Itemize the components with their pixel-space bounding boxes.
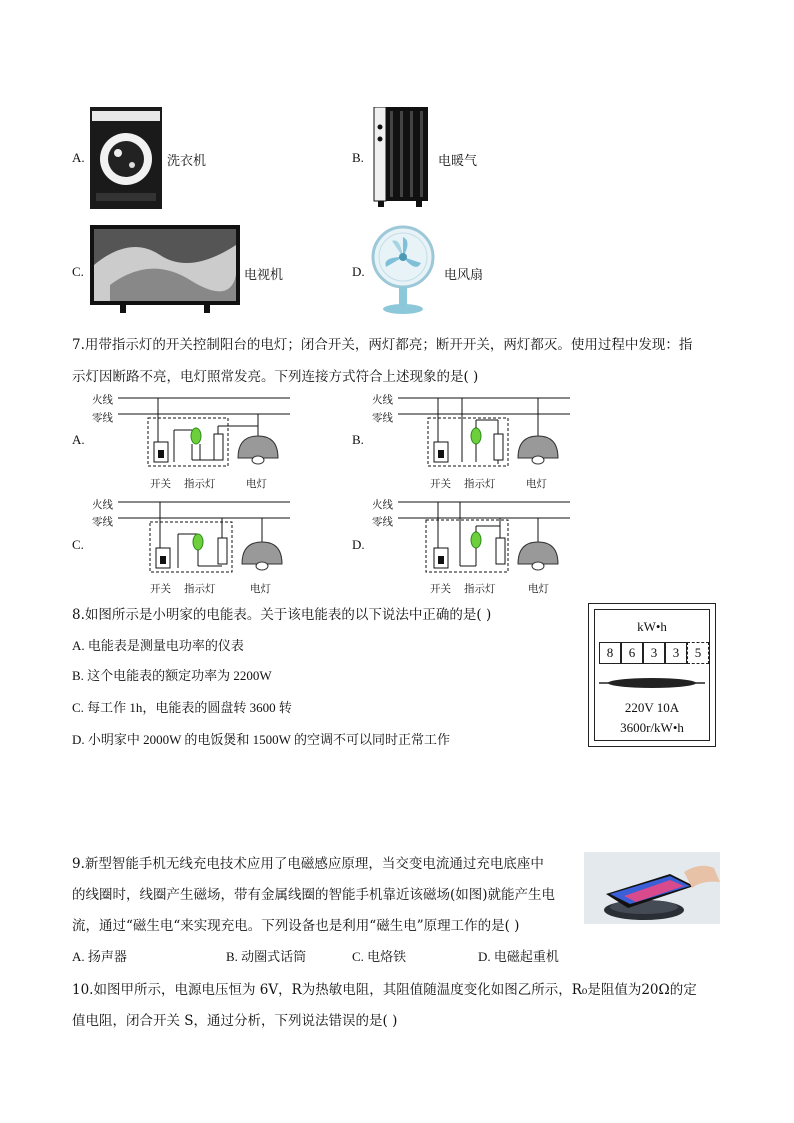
circuit-diagram-b [398, 390, 578, 474]
q8-option-c[interactable]: C. 每工作 1h，电能表的圆盘转 3600 转 [72, 700, 292, 715]
neutral-wire-label: 零线 [372, 516, 393, 528]
lamp-label: 电灯 [528, 583, 549, 595]
lamp-label: 电灯 [246, 478, 267, 490]
indicator-label: 指示灯 [464, 478, 496, 490]
circuit-diagram-d [398, 494, 578, 580]
meter-digits [599, 642, 709, 664]
q8-option-a[interactable]: A. 电能表是测量电功率的仪表 [72, 638, 244, 653]
circuit-diagram-c [118, 494, 298, 580]
meter-digit: 8 [599, 642, 621, 664]
meter-digit: 3 [665, 642, 687, 664]
option-letter: A. [72, 150, 85, 165]
neutral-wire-label: 零线 [92, 516, 113, 528]
option-letter: B. [352, 150, 364, 165]
electric-meter-figure [588, 603, 716, 747]
meter-disc-icon [599, 674, 705, 692]
q9-stem-line-3: 流，通过“磁生电“来实现充电。下列设备也是利用“磁生电”原理工作的是( ) [72, 918, 520, 934]
q9-option-a[interactable]: A. 扬声器 [72, 949, 127, 964]
neutral-wire-label: 零线 [92, 412, 113, 424]
meter-digit: 5 [687, 642, 709, 664]
wireless-charging-phone-image [584, 852, 720, 924]
switch-label: 开关 [150, 583, 171, 595]
meter-digit: 6 [621, 642, 643, 664]
switch-label: 开关 [430, 478, 451, 490]
lamp-label: 电灯 [250, 583, 271, 595]
indicator-label: 指示灯 [464, 583, 496, 595]
option-letter: C. [72, 537, 84, 552]
indicator-label: 指示灯 [184, 478, 216, 490]
electric-fan-image [368, 223, 438, 315]
q7-stem-line-1: 7.用带指示灯的开关控制阳台的电灯；闭合开关，两灯都亮；断开开关，两灯都灭。使用过程中发现：指 [72, 337, 693, 353]
option-label: 电视机 [244, 268, 284, 283]
q9-option-b[interactable]: B. 动圈式话筒 [226, 949, 307, 964]
option-label: 电暖气 [438, 154, 478, 169]
q8-option-b[interactable]: B. 这个电能表的额定功率为 2200W [72, 668, 272, 683]
neutral-wire-label: 零线 [372, 412, 393, 424]
meter-constant: 3600r/kW•h [620, 720, 684, 735]
meter-rating: 220V 10A [624, 700, 680, 715]
q9-option-d[interactable]: D. 电磁起重机 [478, 949, 559, 964]
q8-option-d[interactable]: D. 小明家中 2000W 的电饭煲和 1500W 的空调不可以同时正常工作 [72, 732, 450, 747]
option-letter: C. [72, 264, 84, 279]
meter-digit: 3 [643, 642, 665, 664]
switch-label: 开关 [430, 583, 451, 595]
option-letter: D. [352, 264, 365, 279]
electric-heater-image [370, 107, 432, 209]
q9-stem-line-1: 9.新型智能手机无线充电技术应用了电磁感应原理，当交变电流通过充电底座中 [72, 856, 544, 872]
washing-machine-image [90, 107, 162, 209]
q8-stem: 8.如图所示是小明家的电能表。关于该电能表的以下说法中正确的是( ) [72, 607, 492, 623]
q9-option-c[interactable]: C. 电烙铁 [352, 949, 407, 964]
indicator-label: 指示灯 [184, 583, 216, 595]
lamp-label: 电灯 [526, 478, 547, 490]
meter-unit: kW•h [637, 619, 667, 634]
live-wire-label: 火线 [372, 394, 393, 406]
option-label: 洗衣机 [167, 154, 207, 169]
q10-stem-line-1: 10.如图甲所示，电源电压恒为 6V，R为热敏电阻，其阻值随温度变化如图乙所示，R₀是阻值为20Ω的定 [72, 982, 697, 998]
switch-label: 开关 [150, 478, 171, 490]
option-label: 电风扇 [444, 268, 484, 283]
option-letter: A. [72, 432, 85, 447]
option-letter: D. [352, 537, 365, 552]
circuit-diagram-a [118, 390, 298, 474]
option-letter: B. [352, 432, 364, 447]
q7-stem-line-2: 示灯因断路不亮，电灯照常发亮。下列连接方式符合上述现象的是( ) [72, 369, 479, 385]
q10-stem-line-2: 值电阻，闭合开关 S，通过分析，下列说法错误的是( ) [72, 1013, 398, 1029]
live-wire-label: 火线 [92, 499, 113, 511]
television-image [90, 225, 240, 313]
live-wire-label: 火线 [92, 394, 113, 406]
live-wire-label: 火线 [372, 499, 393, 511]
q9-stem-line-2: 的线圈时，线圈产生磁场，带有金属线圈的智能手机靠近该磁场(如图)就能产生电 [72, 887, 556, 903]
